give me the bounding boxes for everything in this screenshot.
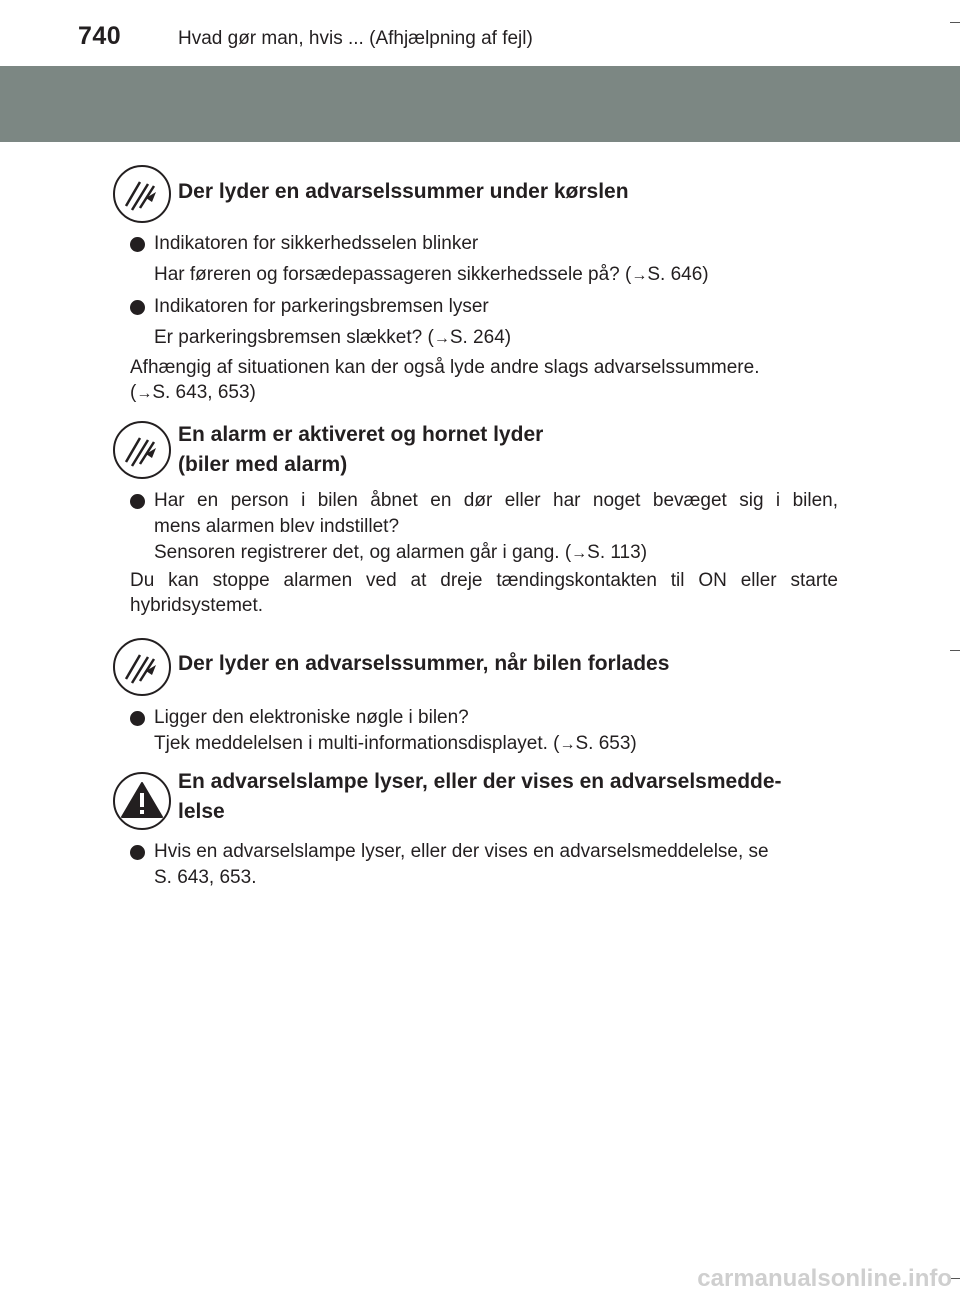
section-title: Der lyder en advarselssummer under kørslen [178,180,629,203]
bullet-icon [130,845,145,860]
note-text: Afhængig af situationen kan der også lyde andre slags advarselssummere. [130,357,760,378]
bullet-icon [130,300,145,315]
bullet-text: Har en person i bilen åbnet en dør eller har noget bevæget sig i bilen, [154,490,838,511]
page-header [0,0,960,60]
crop-mark [950,22,960,23]
sound-warning-icon [112,637,172,697]
page-number: 740 [78,22,122,50]
bullet-text: mens alarmen blev indstillet? [154,516,400,537]
bullet-text: Er parkeringsbremsen slækket? (→S. 264) [154,327,512,348]
note-text: hybridsystemet. [130,595,264,616]
section-title: Der lyder en advarselssummer, når bilen forlades [178,652,670,675]
page-reference: S. 646) [647,264,709,285]
sound-warning-icon [112,164,172,224]
arrow-icon: → [631,267,648,284]
section-title: En advarselslampe lyser, eller der vises en advarselsmedde- [178,770,782,793]
caution-triangle-icon [112,771,172,831]
bullet-text: Ligger den elektroniske nøgle i bilen? [154,707,469,728]
bullet-text: Har føreren og forsædepassageren sikkerhedssele på? (→S. 646) [154,264,709,285]
page-reference: S. 264) [449,327,512,348]
note-text: Du kan stoppe alarmen ved at dreje tændingskontakten til ON eller starte [130,570,838,591]
section-title: (biler med alarm) [178,453,348,476]
watermark: carmanualsonline.info [697,1265,952,1292]
bullet-icon [130,237,145,252]
arrow-icon: → [559,736,576,753]
section-title: lelse [178,800,225,823]
bullet-icon [130,711,145,726]
arrow-icon: → [571,545,588,562]
arrow-icon: → [433,330,450,347]
bullet-text: Hvis en advarselslampe lyser, eller der vises en advarselsmeddelelse, se [154,841,769,862]
arrow-icon: → [136,385,153,402]
page-reference: S. 113) [587,542,648,563]
sound-warning-icon [112,420,172,480]
header-title: Hvad gør man, hvis ... (Afhjælpning af fejl) [178,28,533,49]
bullet-text: Sensoren registrerer det, og alarmen går i gang. (→S. 113) [154,542,648,563]
page-reference: S. 643, 653) [152,382,256,403]
header-band [0,66,960,142]
note-text: (→S. 643, 653) [130,382,256,403]
section-title: En alarm er aktiveret og hornet lyder [178,423,544,446]
bullet-text: Tjek meddelelsen i multi-informationsdisplayet. (→S. 653) [154,733,637,754]
bullet-icon [130,494,145,509]
page-reference: S. 653) [575,733,637,754]
crop-mark [950,650,960,651]
bullet-text: Indikatoren for sikkerhedsselen blinker [154,233,479,254]
bullet-text: S. 643, 653. [154,867,257,888]
bullet-text: Indikatoren for parkeringsbremsen lyser [154,296,489,317]
